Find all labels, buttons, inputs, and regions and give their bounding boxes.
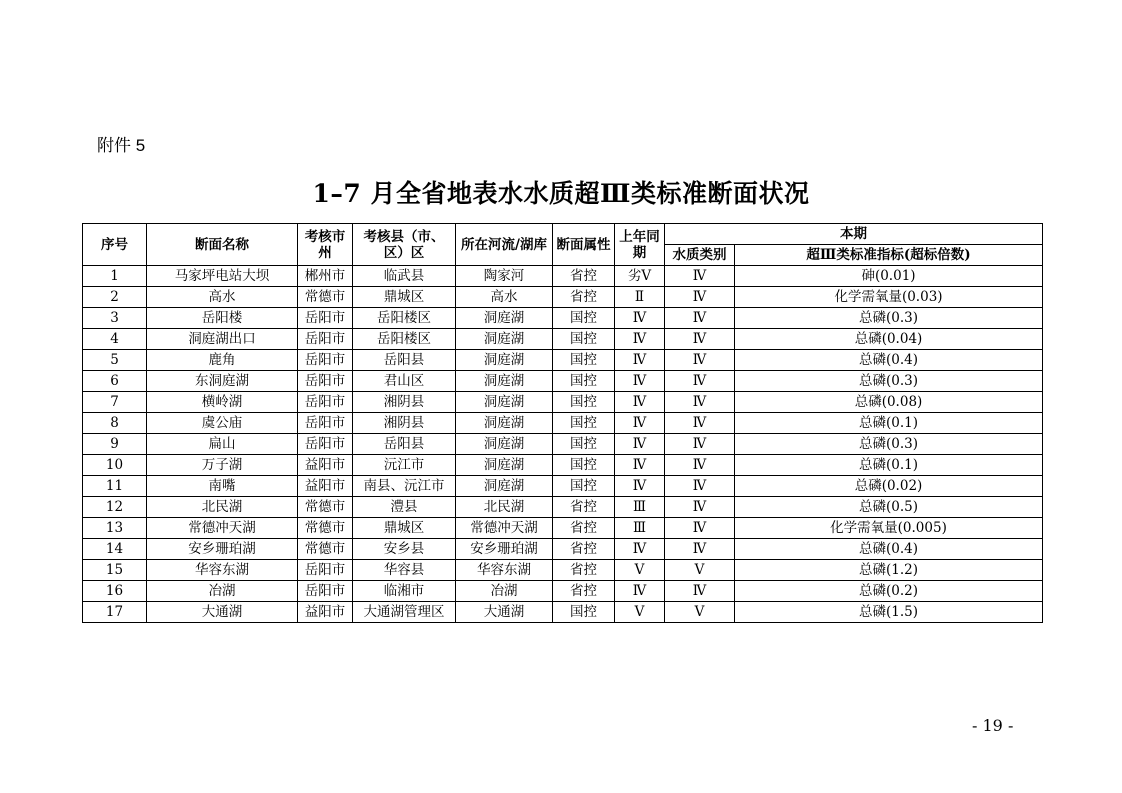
header-last-year: 上年同期 bbox=[615, 224, 665, 266]
table-row bbox=[83, 539, 1043, 560]
row-river: 洞庭湖 bbox=[456, 392, 553, 413]
row-county: 澧县 bbox=[353, 497, 456, 518]
row-last-year-class: Ⅳ bbox=[615, 539, 665, 560]
row-river: 洞庭湖 bbox=[456, 308, 553, 329]
row-county: 临湘市 bbox=[353, 581, 456, 602]
header-section-name: 断面名称 bbox=[147, 224, 298, 266]
row-county: 安乡县 bbox=[353, 539, 456, 560]
row-section-name: 马家坪电站大坝 bbox=[147, 266, 298, 287]
row-attribute: 省控 bbox=[553, 266, 615, 287]
row-seq: 11 bbox=[83, 476, 147, 497]
row-county: 岳阳楼区 bbox=[353, 308, 456, 329]
row-water-class: Ⅳ bbox=[665, 371, 735, 392]
row-county: 沅江市 bbox=[353, 455, 456, 476]
row-last-year-class: Ⅲ bbox=[615, 497, 665, 518]
row-county: 岳阳县 bbox=[353, 434, 456, 455]
row-seq: 16 bbox=[83, 581, 147, 602]
row-water-class: Ⅴ bbox=[665, 602, 735, 623]
row-county: 岳阳楼区 bbox=[353, 329, 456, 350]
row-exceed-indicator: 总磷(0.5) bbox=[735, 497, 1043, 518]
header-exceed: 超Ⅲ类标准指标(超标倍数) bbox=[735, 245, 1043, 266]
row-water-class: Ⅳ bbox=[665, 308, 735, 329]
attachment-label: 附件 5 bbox=[97, 136, 146, 155]
row-city: 岳阳市 bbox=[298, 560, 353, 581]
row-water-class: Ⅳ bbox=[665, 434, 735, 455]
row-section-name: 鹿角 bbox=[147, 350, 298, 371]
table-row bbox=[83, 287, 1043, 308]
row-last-year-class: Ⅳ bbox=[615, 371, 665, 392]
row-seq: 6 bbox=[83, 371, 147, 392]
table-row bbox=[83, 308, 1043, 329]
row-section-name: 南嘴 bbox=[147, 476, 298, 497]
row-attribute: 省控 bbox=[553, 518, 615, 539]
row-water-class: Ⅳ bbox=[665, 476, 735, 497]
row-city: 岳阳市 bbox=[298, 350, 353, 371]
table-row bbox=[83, 392, 1043, 413]
table-row bbox=[83, 434, 1043, 455]
table-body bbox=[83, 266, 1043, 623]
table-row bbox=[83, 413, 1043, 434]
row-attribute: 国控 bbox=[553, 308, 615, 329]
row-last-year-class: Ⅳ bbox=[615, 434, 665, 455]
row-last-year-class: Ⅳ bbox=[615, 476, 665, 497]
row-water-class: Ⅳ bbox=[665, 329, 735, 350]
row-city: 岳阳市 bbox=[298, 329, 353, 350]
row-water-class: Ⅳ bbox=[665, 413, 735, 434]
row-river: 洞庭湖 bbox=[456, 350, 553, 371]
table-row bbox=[83, 560, 1043, 581]
row-last-year-class: Ⅳ bbox=[615, 455, 665, 476]
row-section-name: 华容东湖 bbox=[147, 560, 298, 581]
row-section-name: 万子湖 bbox=[147, 455, 298, 476]
row-river: 洞庭湖 bbox=[456, 455, 553, 476]
row-attribute: 省控 bbox=[553, 581, 615, 602]
row-section-name: 扁山 bbox=[147, 434, 298, 455]
row-water-class: Ⅳ bbox=[665, 266, 735, 287]
row-attribute: 国控 bbox=[553, 455, 615, 476]
row-water-class: Ⅳ bbox=[665, 518, 735, 539]
row-seq: 4 bbox=[83, 329, 147, 350]
row-exceed-indicator: 总磷(0.4) bbox=[735, 539, 1043, 560]
row-river: 北民湖 bbox=[456, 497, 553, 518]
row-seq: 14 bbox=[83, 539, 147, 560]
header-attribute: 断面属性 bbox=[553, 224, 615, 266]
row-section-name: 大通湖 bbox=[147, 602, 298, 623]
row-exceed-indicator: 化学需氧量(0.005) bbox=[735, 518, 1043, 539]
row-attribute: 国控 bbox=[553, 371, 615, 392]
row-county: 鼎城区 bbox=[353, 287, 456, 308]
table-header bbox=[83, 224, 1043, 266]
row-river: 安乡珊珀湖 bbox=[456, 539, 553, 560]
row-city: 郴州市 bbox=[298, 266, 353, 287]
row-river: 洞庭湖 bbox=[456, 434, 553, 455]
row-city: 岳阳市 bbox=[298, 371, 353, 392]
header-city: 考核市州 bbox=[298, 224, 353, 266]
row-water-class: Ⅳ bbox=[665, 581, 735, 602]
header-seq: 序号 bbox=[83, 224, 147, 266]
row-exceed-indicator: 总磷(0.08) bbox=[735, 392, 1043, 413]
row-attribute: 国控 bbox=[553, 392, 615, 413]
row-county: 大通湖管理区 bbox=[353, 602, 456, 623]
row-county: 湘阴县 bbox=[353, 392, 456, 413]
row-attribute: 国控 bbox=[553, 476, 615, 497]
row-section-name: 虞公庙 bbox=[147, 413, 298, 434]
row-river: 洞庭湖 bbox=[456, 413, 553, 434]
row-exceed-indicator: 砷(0.01) bbox=[735, 266, 1043, 287]
row-last-year-class: Ⅳ bbox=[615, 350, 665, 371]
row-attribute: 国控 bbox=[553, 413, 615, 434]
row-city: 益阳市 bbox=[298, 455, 353, 476]
table-row bbox=[83, 497, 1043, 518]
row-river: 陶家河 bbox=[456, 266, 553, 287]
row-seq: 5 bbox=[83, 350, 147, 371]
row-river: 常德冲天湖 bbox=[456, 518, 553, 539]
row-county: 君山区 bbox=[353, 371, 456, 392]
row-seq: 3 bbox=[83, 308, 147, 329]
table-row bbox=[83, 266, 1043, 287]
row-city: 常德市 bbox=[298, 539, 353, 560]
row-exceed-indicator: 总磷(0.1) bbox=[735, 413, 1043, 434]
row-last-year-class: Ⅳ bbox=[615, 392, 665, 413]
row-attribute: 国控 bbox=[553, 350, 615, 371]
row-county: 岳阳县 bbox=[353, 350, 456, 371]
row-county: 临武县 bbox=[353, 266, 456, 287]
table-row bbox=[83, 581, 1043, 602]
row-section-name: 东洞庭湖 bbox=[147, 371, 298, 392]
row-city: 益阳市 bbox=[298, 476, 353, 497]
table-row bbox=[83, 602, 1043, 623]
row-section-name: 北民湖 bbox=[147, 497, 298, 518]
row-section-name: 高水 bbox=[147, 287, 298, 308]
row-exceed-indicator: 总磷(1.5) bbox=[735, 602, 1043, 623]
row-section-name: 横岭湖 bbox=[147, 392, 298, 413]
row-exceed-indicator: 总磷(0.4) bbox=[735, 350, 1043, 371]
row-attribute: 国控 bbox=[553, 329, 615, 350]
row-seq: 1 bbox=[83, 266, 147, 287]
row-city: 岳阳市 bbox=[298, 392, 353, 413]
row-exceed-indicator: 总磷(0.1) bbox=[735, 455, 1043, 476]
row-last-year-class: Ⅳ bbox=[615, 308, 665, 329]
row-last-year-class: 劣Ⅴ bbox=[615, 266, 665, 287]
header-river: 所在河流/湖库 bbox=[456, 224, 553, 266]
page-number: - 19 - bbox=[972, 716, 1014, 735]
row-county: 湘阴县 bbox=[353, 413, 456, 434]
row-last-year-class: Ⅳ bbox=[615, 413, 665, 434]
row-exceed-indicator: 总磷(0.04) bbox=[735, 329, 1043, 350]
row-water-class: Ⅴ bbox=[665, 560, 735, 581]
row-river: 冶湖 bbox=[456, 581, 553, 602]
header-water-class: 水质类别 bbox=[665, 245, 735, 266]
row-water-class: Ⅳ bbox=[665, 539, 735, 560]
row-seq: 12 bbox=[83, 497, 147, 518]
row-seq: 8 bbox=[83, 413, 147, 434]
row-exceed-indicator: 化学需氧量(0.03) bbox=[735, 287, 1043, 308]
row-attribute: 省控 bbox=[553, 539, 615, 560]
row-exceed-indicator: 总磷(0.3) bbox=[735, 371, 1043, 392]
table-row bbox=[83, 371, 1043, 392]
header-current: 本期 bbox=[665, 224, 1043, 245]
row-city: 益阳市 bbox=[298, 602, 353, 623]
row-county: 鼎城区 bbox=[353, 518, 456, 539]
row-city: 岳阳市 bbox=[298, 434, 353, 455]
row-city: 常德市 bbox=[298, 287, 353, 308]
header-county: 考核县（市、区）区 bbox=[353, 224, 456, 266]
row-river: 高水 bbox=[456, 287, 553, 308]
row-seq: 15 bbox=[83, 560, 147, 581]
row-section-name: 岳阳楼 bbox=[147, 308, 298, 329]
row-river: 洞庭湖 bbox=[456, 329, 553, 350]
table-row bbox=[83, 455, 1043, 476]
row-city: 常德市 bbox=[298, 497, 353, 518]
row-exceed-indicator: 总磷(0.2) bbox=[735, 581, 1043, 602]
row-last-year-class: Ⅲ bbox=[615, 518, 665, 539]
row-water-class: Ⅳ bbox=[665, 350, 735, 371]
row-exceed-indicator: 总磷(0.3) bbox=[735, 434, 1043, 455]
row-water-class: Ⅳ bbox=[665, 287, 735, 308]
table-row bbox=[83, 329, 1043, 350]
row-attribute: 省控 bbox=[553, 497, 615, 518]
row-seq: 7 bbox=[83, 392, 147, 413]
row-exceed-indicator: 总磷(0.3) bbox=[735, 308, 1043, 329]
row-last-year-class: Ⅴ bbox=[615, 602, 665, 623]
page-title: 1–7 月全省地表水水质超Ⅲ类标准断面状况 bbox=[312, 179, 810, 208]
water-quality-table bbox=[82, 223, 1043, 623]
row-section-name: 安乡珊珀湖 bbox=[147, 539, 298, 560]
row-city: 岳阳市 bbox=[298, 581, 353, 602]
row-section-name: 冶湖 bbox=[147, 581, 298, 602]
row-last-year-class: Ⅳ bbox=[615, 581, 665, 602]
row-attribute: 省控 bbox=[553, 287, 615, 308]
row-river: 大通湖 bbox=[456, 602, 553, 623]
row-water-class: Ⅳ bbox=[665, 497, 735, 518]
row-attribute: 国控 bbox=[553, 434, 615, 455]
table-row bbox=[83, 518, 1043, 539]
row-section-name: 洞庭湖出口 bbox=[147, 329, 298, 350]
table-row bbox=[83, 350, 1043, 371]
row-county: 华容县 bbox=[353, 560, 456, 581]
row-seq: 17 bbox=[83, 602, 147, 623]
row-city: 岳阳市 bbox=[298, 308, 353, 329]
row-last-year-class: Ⅳ bbox=[615, 329, 665, 350]
row-river: 洞庭湖 bbox=[456, 476, 553, 497]
row-exceed-indicator: 总磷(1.2) bbox=[735, 560, 1043, 581]
row-section-name: 常德冲天湖 bbox=[147, 518, 298, 539]
row-attribute: 国控 bbox=[553, 602, 615, 623]
row-water-class: Ⅳ bbox=[665, 455, 735, 476]
row-river: 华容东湖 bbox=[456, 560, 553, 581]
row-attribute: 省控 bbox=[553, 560, 615, 581]
row-last-year-class: Ⅱ bbox=[615, 287, 665, 308]
row-exceed-indicator: 总磷(0.02) bbox=[735, 476, 1043, 497]
row-seq: 13 bbox=[83, 518, 147, 539]
row-seq: 10 bbox=[83, 455, 147, 476]
row-county: 南县、沅江市 bbox=[353, 476, 456, 497]
row-city: 岳阳市 bbox=[298, 413, 353, 434]
row-last-year-class: Ⅴ bbox=[615, 560, 665, 581]
row-water-class: Ⅳ bbox=[665, 392, 735, 413]
row-river: 洞庭湖 bbox=[456, 371, 553, 392]
table-row bbox=[83, 476, 1043, 497]
row-seq: 9 bbox=[83, 434, 147, 455]
row-city: 常德市 bbox=[298, 518, 353, 539]
row-seq: 2 bbox=[83, 287, 147, 308]
